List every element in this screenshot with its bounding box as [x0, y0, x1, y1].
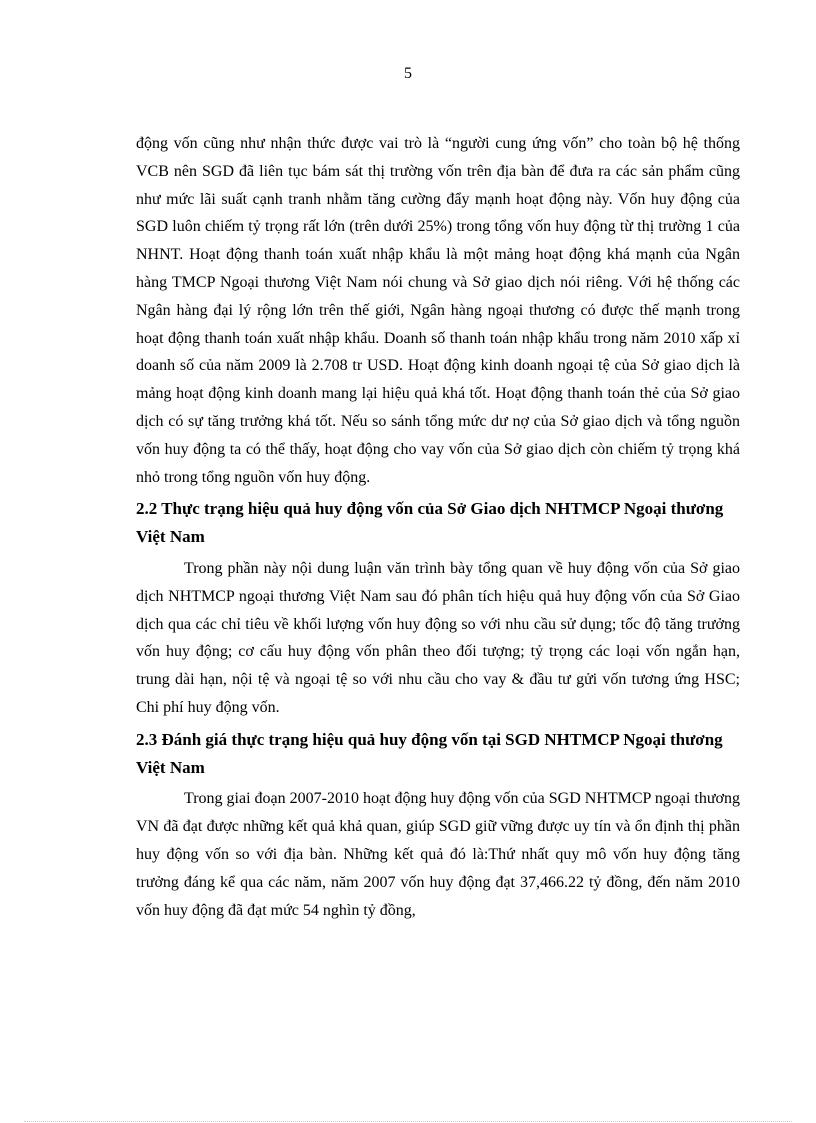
section-heading-2-3: 2.3 Đánh giá thực trạng hiệu quả huy động vốn tại SGD NHTMCP Ngoại thương Việt Nam	[136, 729, 723, 777]
page-bottom-divider	[24, 1121, 792, 1122]
paragraph-3: Trong giai đoạn 2007-2010 hoạt động huy động vốn của SGD NHTMCP ngoại thương VN đã đạt được những kết quả khả quan, giúp SGD giữ vững được uy tín và ổn định thị phần huy động vốn so với địa bàn. Những kết quả đó là:Thứ nhất quy mô vốn huy động tăng trưởng đáng kể qua các năm, năm 2007 vốn huy động đạt 37,466.22 tỷ đồng, đến năm 2010 vốn huy động đã đạt mức 54 nghìn tỷ đồng,	[136, 790, 740, 919]
paragraph-1: động vốn cũng như nhận thức được vai trò là “người cung ứng vốn” cho toàn bộ hệ thống VCB nên SGD đã liên tục bám sát thị trường vốn trên địa bàn để đưa ra các sản phẩm cũng như mức lãi suất cạnh tranh nhằm tăng cường đẩy mạnh hoạt động này. Vốn huy động của SGD luôn chiếm tỷ trọng rất lớn (trên dưới 25%) trong tổng vốn huy động từ thị trường 1 của NHNT. Hoạt động thanh toán xuất nhập khẩu là một mảng hoạt động khá mạnh của Ngân hàng TMCP Ngoại thương Việt Nam nói chung và Sở giao dịch nói riêng. Với hệ thống các Ngân hàng đại lý rộng lớn trên thế giới, Ngân hàng ngoại thương có được thế mạnh trong hoạt động thanh toán xuất nhập khẩu. Doanh số thanh toán nhập khẩu trong năm 2010 xấp xỉ doanh số của năm 2009 là 2.708 tr USD. Hoạt động kinh doanh ngoại tệ của Sở giao dịch là mảng hoạt động kinh doanh mang lại hiệu quả khá tốt. Hoạt động thanh toán thẻ của Sở giao dịch có sự tăng trưởng khá tốt. Nếu so sánh tổng mức dư nợ của Sở giao dịch và tổng nguồn vốn huy động ta có thể thấy, hoạt động cho vay vốn của Sở giao dịch còn chiếm tỷ trọng khá nhỏ trong tổng nguồn vốn huy động.	[136, 135, 740, 486]
page-number: 5	[404, 65, 412, 82]
section-heading-2-2: 2.2 Thực trạng hiệu quả huy động vốn của Sở Giao dịch NHTMCP Ngoại thương Việt Nam	[136, 499, 724, 547]
paragraph-2: Trong phần này nội dung luận văn trình bày tổng quan về huy động vốn của Sở giao dịch NHTMCP ngoại thương Việt Nam sau đó phân tích hiệu quả huy động vốn của Sở Giao dịch qua các chỉ tiêu về khối lượng vốn huy động so với nhu cầu sử dụng; tốc độ tăng trưởng vốn huy động; cơ cấu huy động vốn phân theo đối tượng; tỷ trọng các loại vốn ngắn hạn, trung dài hạn, nội tệ và ngoại tệ so với nhu cầu cho vay & đầu tư gửi vốn tương ứng HSC; Chi phí huy động vốn.	[136, 559, 740, 716]
document-body	[136, 130, 740, 924]
